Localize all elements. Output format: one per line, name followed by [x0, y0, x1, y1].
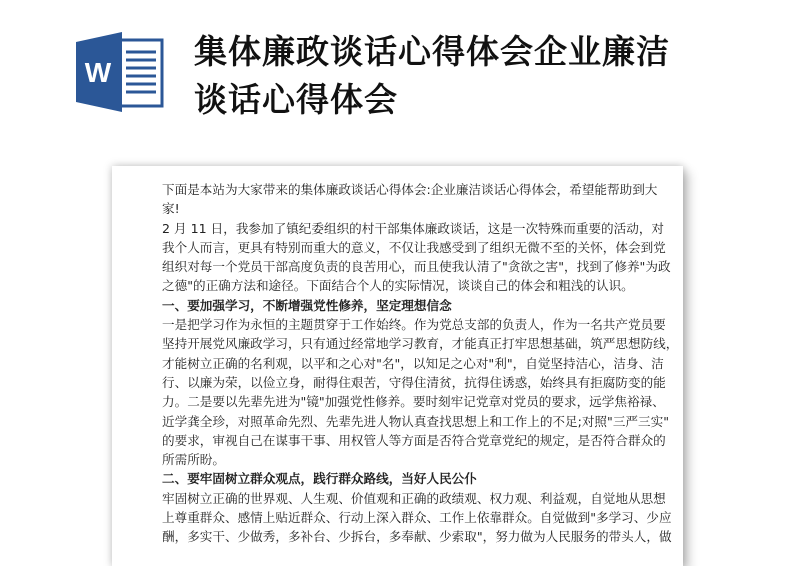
section-heading: 一、要加强学习，不断增强党性修养，坚定理想信念 [162, 297, 452, 313]
paragraph-line: 家! [162, 201, 180, 217]
paragraph-line: 2 月 11 日，我参加了镇纪委组织的村干部集体廉政谈话，这是一次特殊而重要的活动，对 [162, 220, 665, 236]
title-line-1: 集体廉政谈话心得体会企业廉洁 [194, 32, 670, 71]
document-page [112, 166, 683, 566]
paragraph-line: 之德"的正确方法和途径。下面结合个人的实际情况，谈谈自己的体会和粗浅的认识。 [162, 278, 634, 294]
paragraph-line: 我个人而言，更具有特别而重大的意义，不仅让我感受到了组织无微不至的关怀，体会到党 [162, 239, 666, 255]
section-heading: 二、要牢固树立群众观点，践行群众路线，当好人民公仆 [162, 471, 477, 487]
paragraph-line: 力。二是要以先辈先进为"镜"加强党性修养。要时刻牢记党章对党员的要求，远学焦裕禄、 [162, 394, 665, 410]
paragraph-line: 坚持开展党风廉政学习，只有通过经常地学习教育，才能真正打牢思想基础，筑严思想防线， [162, 336, 679, 352]
paragraph-line: 才能树立正确的名利观，以平和之心对"名"，以知足之心对"利"，自觉坚持洁心，洁身、洁 [162, 355, 664, 371]
paragraph-line: 近学龚全珍，对照革命先烈、先辈先进人物认真查找思想上和工作上的不足;对照"三严三实" [162, 413, 669, 429]
paragraph-line: 一是把学习作为永恒的主题贯穿于工作始终。作为党总支部的负责人，作为一名共产党员要 [162, 317, 666, 333]
paragraph-line: 的要求，审视自己在谋事干事、用权管人等方面是否符合党章党纪的规定，是否符合群众的 [162, 432, 666, 448]
page-title [194, 28, 794, 124]
paragraph-line: 行、以廉为荣，以俭立身，耐得住艰苦，守得住清贫，抗得住诱惑，始终具有拒腐防变的能 [162, 374, 666, 390]
paragraph-line: 上尊重群众、感情上贴近群众、行动上深入群众、工作上依靠群众。自觉做到"多学习、少应 [162, 510, 672, 526]
paragraph-line: 酬，多实干、少做秀，多补台、少拆台，多奉献、少索取"，努力做为人民服务的带头人，做 [162, 529, 672, 545]
document-body [162, 180, 679, 547]
paragraph-line: 牢固树立正确的世界观、人生观、价值观和正确的政绩观、权力观、利益观，自觉地从思想 [162, 490, 666, 506]
title-line-2: 谈话心得体会 [194, 80, 398, 119]
paragraph-line: 组织对每一个党员干部高度负责的良苦用心，而且使我认清了"贪欲之害"，找到了修养"为政 [162, 259, 671, 275]
word-icon-letter: W [84, 57, 112, 88]
paragraph-line: 下面是本站为大家带来的集体廉政谈话心得体会:企业廉洁谈话心得体会，希望能帮助到大 [162, 182, 658, 197]
paragraph-line: 所需所盼。 [162, 452, 225, 468]
word-document-icon [76, 32, 164, 112]
